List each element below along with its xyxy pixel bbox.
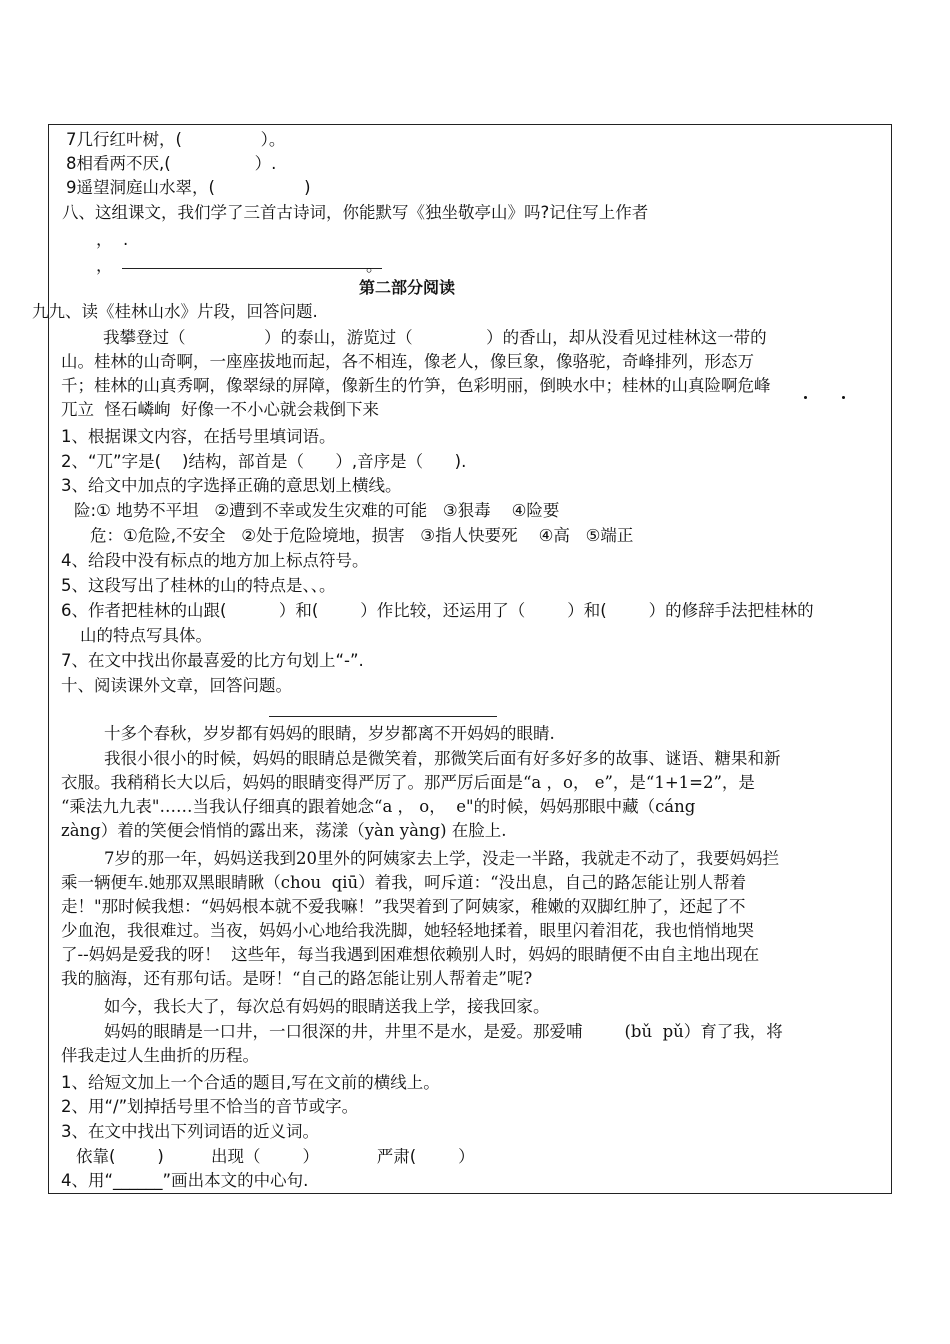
- passage-line: 如今，我长大了，每次总有妈妈的眼睛送我上学，接我回家。: [104, 997, 550, 1016]
- emphasis-dot: [842, 396, 845, 399]
- question-9-title: 九九、读《桂林山水》片段，回答问题.: [32, 302, 318, 321]
- poem-item-8: 8相看两不厌,( ）.: [66, 154, 277, 173]
- passage-line: 衣服。我稍稍长大以后，妈妈的眼睛变得严厉了。那严厉后面是“a ，o， e”，是“1+1=2”，是: [61, 773, 755, 792]
- poem-item-9: 9遥望洞庭山水翠，( ): [66, 178, 311, 197]
- question-8-title: 八、这组课文，我们学了三首古诗词，你能默写《独坐敬亭山》吗?记住写上作者: [62, 203, 649, 222]
- poem-item-7: 7几行红叶树，( ）。: [66, 130, 286, 149]
- question-10-title: 十、阅读课外文章，回答问题。: [61, 676, 292, 695]
- option-line: 危：①危险,不安全 ②处于危险境地，损害 ③指人快要死 ④高 ⑤端正: [90, 526, 634, 545]
- poem-blank-line: ，: [96, 256, 113, 275]
- passage-line: 少血泡，我很难过。当夜，妈妈小心地给我洗脚，她轻轻地揉着，眼里闪着泪花，我也悄悄地哭: [61, 921, 754, 940]
- passage-line: 千；桂林的山真秀啊，像翠绿的屏障，像新生的竹笋，色彩明丽，倒映水中；桂林的山真险啊危峰: [61, 376, 771, 395]
- question-line: 5、这段写出了桂林的山的特点是、、。: [61, 576, 336, 595]
- passage-line: zàng）着的笑便会悄悄的露出来，荡漾（yàn yàng) 在脸上.: [61, 821, 507, 840]
- passage-line: 了--妈妈是爱我的呀！ 这些年，每当我遇到困难想依赖别人时，妈妈的眼睛便不由自主地出现在: [61, 945, 760, 964]
- question-line: 1、根据课文内容，在括号里填词语。: [61, 427, 336, 446]
- question-line: 2、“兀”字是( )结构，部首是（ ）,音序是（ ).: [61, 452, 467, 471]
- passage-line: 7岁的那一年，妈妈送我到20里外的阿姨家去上学，没走一半路，我就走不动了，我要妈妈拦: [104, 849, 779, 868]
- question-line: 4、给段中没有标点的地方加上标点符号。: [61, 551, 369, 570]
- passage-line: 伴我走过人生曲折的历程。: [61, 1046, 259, 1065]
- question-line: 3、给文中加点的字选择正确的意思划上横线。: [61, 476, 402, 495]
- passage-line: 兀立 怪石嶙峋 好像一不小心就会栽倒下来: [61, 400, 379, 419]
- poem-blank-end: 。: [366, 256, 383, 275]
- passage-line: 走！"那时候我想：“妈妈根本就不爱我嘛！”我哭着到了阿姨家，稚嫩的双脚红肿了，还起了不: [61, 897, 746, 916]
- section-heading: 第二部分阅读: [359, 278, 456, 297]
- passage-line: 十多个春秋，岁岁都有妈妈的眼睛，岁岁都离不开妈妈的眼睛.: [104, 724, 555, 743]
- synonym-line: 依靠( ) 出现（ ） 严肃( ）: [76, 1147, 475, 1166]
- passage-line: 乘一辆便车.她那双黑眼睛瞅（chou qiū）着我，呵斥道：“没出息，自己的路怎能让别人帮着: [61, 873, 747, 892]
- passage-line: “乘法九九表"……当我认仔细真的跟着她念“a ， o， e"的时候，妈妈那眼中藏（cáng: [61, 797, 696, 816]
- question-line: 山的特点写具体。: [80, 626, 212, 645]
- passage-line: 山。桂林的山奇啊，一座座拔地而起，各不相连，像老人，像巨象，像骆驼，奇峰排列，形态万: [61, 352, 754, 371]
- question-line: 6、作者把桂林的山跟( ）和( ）作比较，还运用了（ ）和( ）的修辞手法把桂林的: [61, 601, 814, 620]
- passage-line: 我攀登过（ ）的泰山，游览过（ ）的香山，却从没看见过桂林这一带的: [103, 328, 767, 347]
- author-blank-line: ， .: [96, 230, 129, 249]
- title-underline: [269, 716, 497, 717]
- emphasis-dot: [804, 396, 807, 399]
- option-line: 险:① 地势不平坦 ②遭到不幸或发生灾难的可能 ③狠毒 ④险要: [74, 501, 560, 520]
- question-line: 4、用“______”画出本文的中心句.: [61, 1171, 309, 1190]
- passage-line: 妈妈的眼睛是一口井，一口很深的井，井里不是水，是爱。那爱哺 (bǔ pǔ）育了我，将: [104, 1022, 783, 1041]
- question-line: 3、在文中找出下列词语的近义词。: [61, 1122, 319, 1141]
- question-line: 1、给短文加上一个合适的题目,写在文前的横线上。: [61, 1073, 440, 1092]
- passage-line: 我很小很小的时候，妈妈的眼睛总是微笑着，那微笑后面有好多好多的故事、谜语、糖果和新: [104, 749, 781, 768]
- passage-line: 我的脑海，还有那句话。是呀！“自己的路怎能让别人帮着走”呢?: [61, 969, 533, 988]
- answer-underline: [122, 268, 382, 269]
- question-line: 7、在文中找出你最喜爱的比方句划上“-”.: [61, 651, 364, 670]
- question-line: 2、用“/”划掉括号里不恰当的音节或字。: [61, 1097, 359, 1116]
